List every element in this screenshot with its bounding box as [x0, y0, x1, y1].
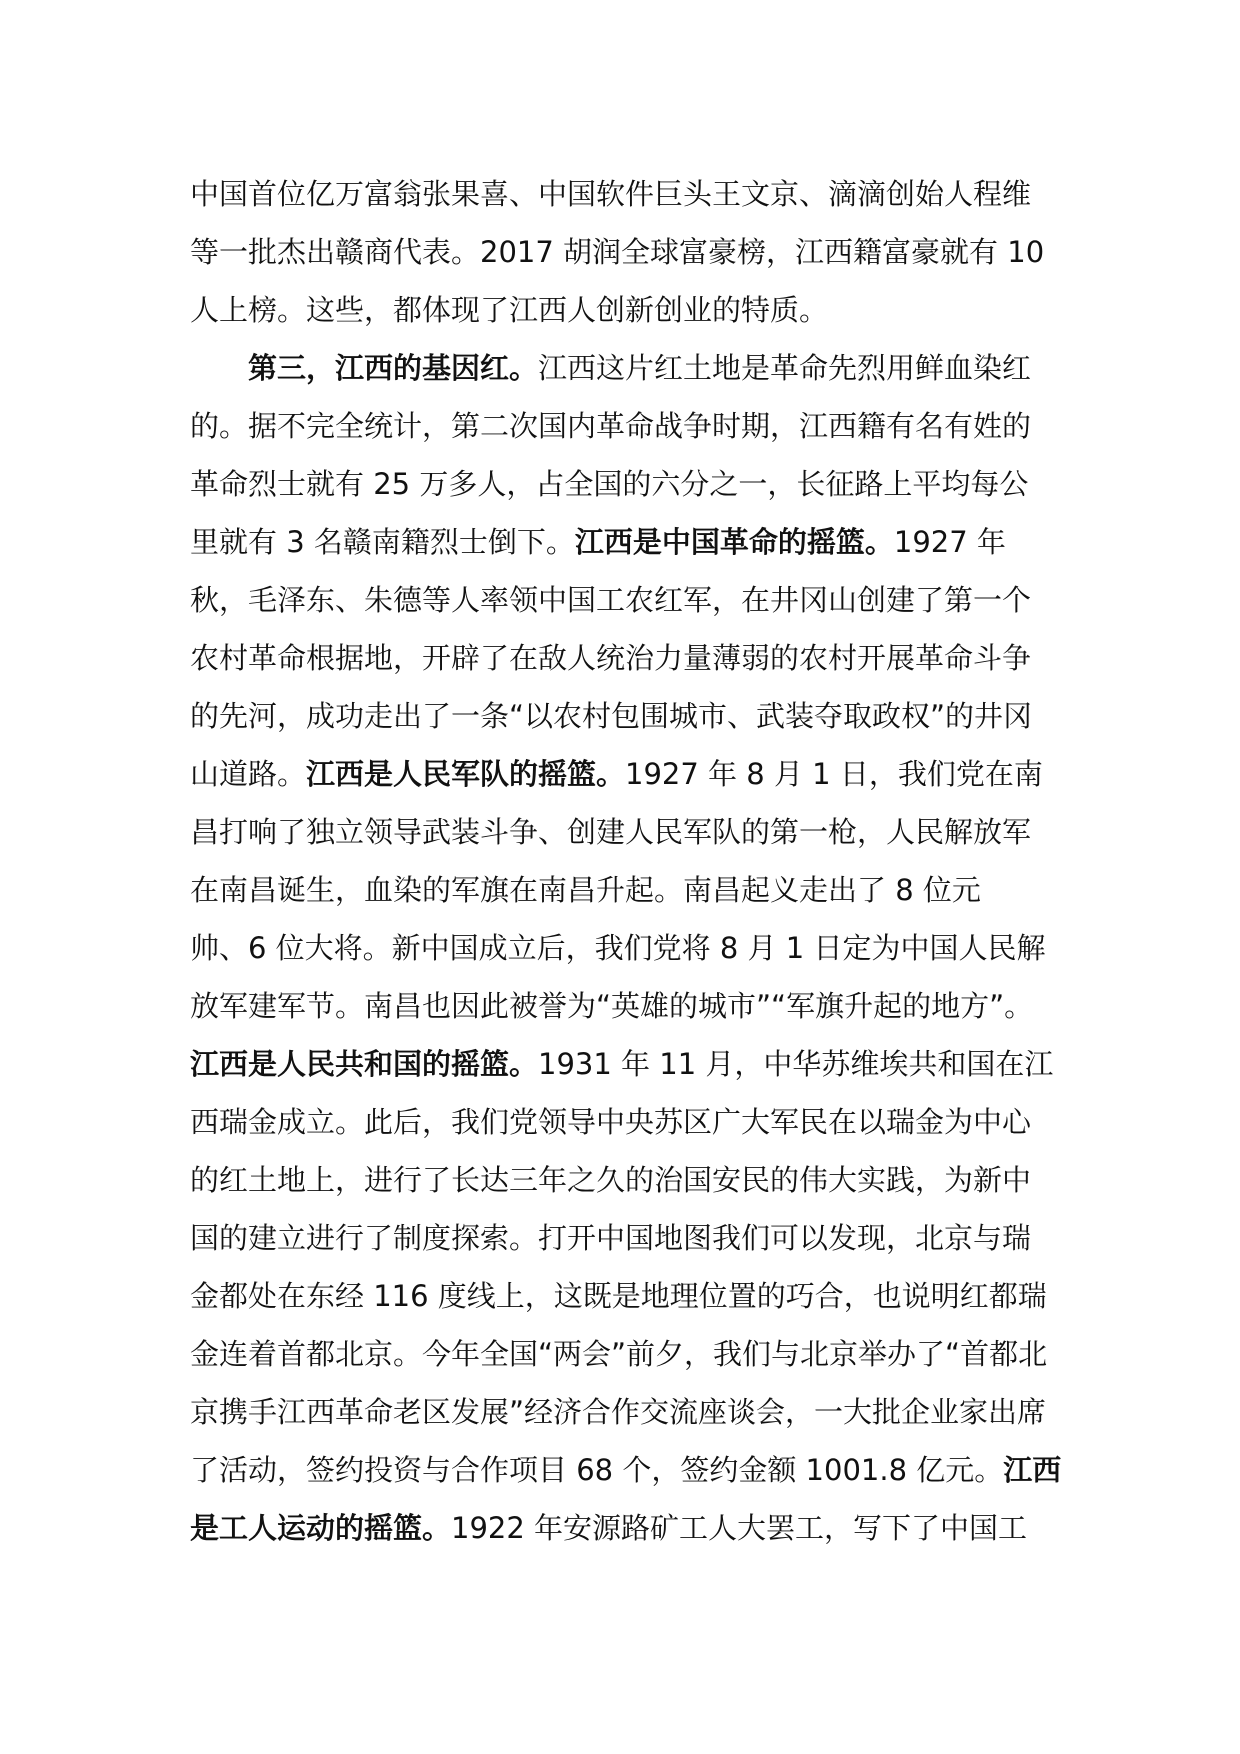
body-text: 1927 年: [893, 525, 1006, 559]
body-text: 1931 年 11 月，中华苏维埃共和国在江: [538, 1047, 1054, 1081]
body-text: 了活动，签约投资与合作项目 68 个，签约金额 1001.8 亿元。: [190, 1453, 1004, 1487]
body-text: 等一批杰出赣商代表。2017 胡润全球富豪榜，江西籍富豪就有 10: [190, 235, 1045, 269]
text-line: [190, 1499, 1060, 1557]
body-text: 昌打响了独立领导武装斗争、创建人民军队的第一枪，人民解放军: [190, 815, 1032, 849]
body-text: 革命烈士就有 25 万多人，占全国的六分之一，长征路上平均每公: [190, 467, 1029, 501]
text-line: [190, 339, 1060, 397]
body-text: 在南昌诞生，血染的军旗在南昌升起。南昌起义走出了 8 位元: [190, 873, 981, 907]
body-text: 放军建军节。南昌也因此被誉为“英雄的城市”“军旗升起的地方”。: [190, 989, 1034, 1023]
text-line: [190, 1151, 1060, 1209]
text-line: [190, 397, 1060, 455]
body-text: 的先河，成功走出了一条“以农村包围城市、武装夺取政权”的井冈: [190, 699, 1033, 733]
text-line: [190, 977, 1060, 1035]
text-line: [190, 745, 1060, 803]
text-line: [190, 803, 1060, 861]
text-line: [190, 455, 1060, 513]
text-line: [190, 281, 1060, 339]
bold-heading-text: 江西: [1003, 1453, 1062, 1487]
text-line: [190, 513, 1060, 571]
body-text: 西瑞金成立。此后，我们党领导中央苏区广大军民在以瑞金为中心: [190, 1105, 1032, 1139]
body-text: 里就有 3 名赣南籍烈士倒下。: [190, 525, 575, 559]
body-text: 京携手江西革命老区发展”经济合作交流座谈会，一大批企业家出席: [190, 1395, 1047, 1429]
text-line: [190, 165, 1060, 223]
text-line: [190, 1383, 1060, 1441]
bold-heading-text: 江西是人民军队的摇篮。: [306, 757, 626, 791]
text-line: [190, 687, 1060, 745]
text-line: [190, 861, 1060, 919]
text-line: [190, 1035, 1060, 1093]
body-text: 1927 年 8 月 1 日，我们党在南: [625, 757, 1043, 791]
text-line: [190, 571, 1060, 629]
body-text: 农村革命根据地，开辟了在敌人统治力量薄弱的农村开展革命斗争: [190, 641, 1032, 675]
bold-heading-text: 第三，江西的基因红。: [248, 351, 539, 385]
body-text: 中国首位亿万富翁张果喜、中国软件巨头王文京、滴滴创始人程维: [190, 177, 1032, 211]
text-line: [190, 1441, 1060, 1499]
bold-heading-text: 江西是人民共和国的摇篮。: [190, 1047, 539, 1081]
body-text: 江西这片红土地是革命先烈用鲜血染红: [538, 351, 1032, 385]
document-page: [190, 165, 1060, 1557]
body-text: 金都处在东经 116 度线上，这既是地理位置的巧合，也说明红都瑞: [190, 1279, 1047, 1313]
body-text: 的。据不完全统计，第二次国内革命战争时期，江西籍有名有姓的: [190, 409, 1032, 443]
body-text: 山道路。: [190, 757, 307, 791]
body-text: 秋，毛泽东、朱德等人率领中国工农红军，在井冈山创建了第一个: [190, 583, 1032, 617]
text-line: [190, 629, 1060, 687]
body-text: 帅、6 位大将。新中国成立后，我们党将 8 月 1 日定为中国人民解: [190, 931, 1046, 965]
text-line: [190, 1093, 1060, 1151]
text-line: [190, 919, 1060, 977]
text-line: [190, 1325, 1060, 1383]
text-line: [190, 223, 1060, 281]
body-text: 人上榜。这些，都体现了江西人创新创业的特质。: [190, 293, 829, 327]
body-text: 的红土地上，进行了长达三年之久的治国安民的伟大实践，为新中: [190, 1163, 1032, 1197]
body-text: 金连着首都北京。今年全国“两会”前夕，我们与北京举办了“首都北: [190, 1337, 1048, 1371]
body-text: 国的建立进行了制度探索。打开中国地图我们可以发现，北京与瑞: [190, 1221, 1032, 1255]
bold-heading-text: 是工人运动的摇篮。: [190, 1511, 452, 1545]
body-text: 1922 年安源路矿工人大罢工，写下了中国工: [451, 1511, 1028, 1545]
text-line: [190, 1209, 1060, 1267]
bold-heading-text: 江西是中国革命的摇篮。: [574, 525, 894, 559]
text-line: [190, 1267, 1060, 1325]
